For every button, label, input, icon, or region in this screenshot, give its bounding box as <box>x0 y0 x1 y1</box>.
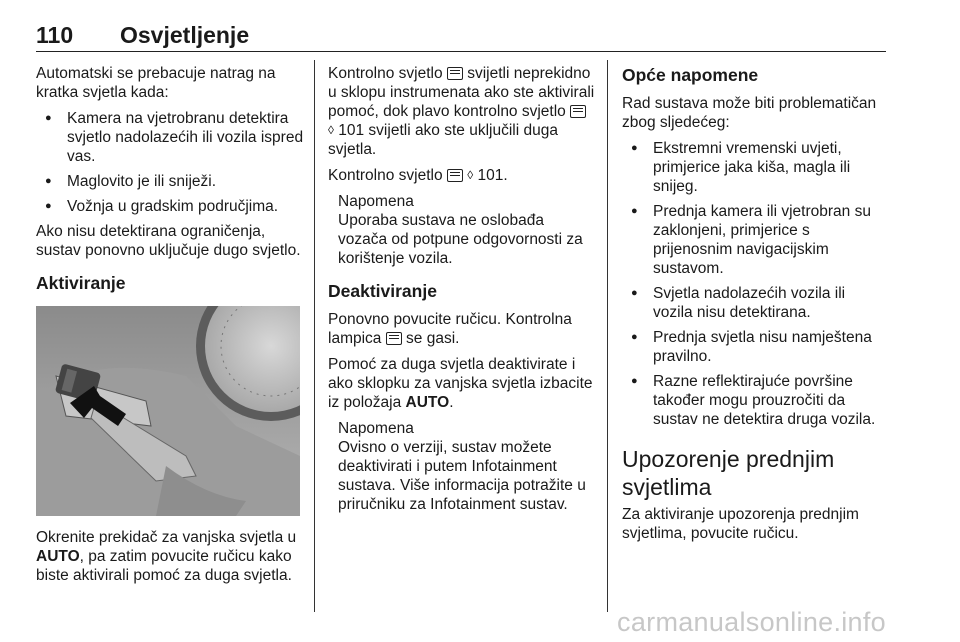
paragraph: Pomoć za duga svjetla deaktivirate i ako sklopku za vanjska svjetla izbacite iz položaja AUTO. <box>328 356 593 411</box>
column-middle <box>328 64 596 522</box>
column-divider <box>314 60 315 612</box>
page-ref[interactable]: 101 <box>338 122 365 139</box>
column-left <box>36 64 304 592</box>
note-text: Ovisno o verziji, sustav možete deaktivirati i putem Infotainment sustava. Više informacija potražite u priručniku za Infotainment sustav. <box>338 439 586 513</box>
heading-general-notes: Opće napomene <box>622 65 759 85</box>
column-right <box>622 64 888 550</box>
paragraph: Kontrolno svjetlo svijetli neprekidno u sklopu instrumenata ako ste aktivirali pomoć, dok plavo kontrolno svjetlo ◊ 101 svijetli ako ste uključili duga svjetla. <box>328 65 595 158</box>
paragraph: Za aktiviranje upozorenja prednjim svjetlima, povucite ručicu. <box>622 506 859 542</box>
note-text: Uporaba sustava ne oslobađa vozača od potpune odgovornosti za korištenje vozila. <box>338 212 583 267</box>
paragraph: Kontrolno svjetlo ◊ 101. <box>328 167 508 184</box>
list-item: ● Prednja svjetla nisu namještena pravilno. <box>622 328 888 366</box>
bullet-list <box>36 109 304 216</box>
watermark: carmanualsonline.info <box>617 607 886 637</box>
intro-text: Automatski se prebacuje natrag na kratka svjetla kada: <box>36 65 276 101</box>
list-item: ● Ekstremni vremenski uvjeti, primjerice jaka kiša, magla ili snijeg. <box>622 139 888 196</box>
ref-arrow-icon: ◊ <box>328 123 334 137</box>
paragraph: Ponovno povucite ručicu. Kontrolna lampica se gasi. <box>328 311 572 347</box>
note <box>328 192 596 268</box>
auto-label: AUTO <box>36 548 80 565</box>
paragraph: Ako nisu detektirana ograničenja, sustav ponovno uključuje dugo svjetlo. <box>36 223 301 259</box>
list-item: ● Razne reflektirajuće površine također mogu prouzročiti da sustav ne detektira druga vozila. <box>622 372 888 429</box>
page-header <box>36 22 886 52</box>
heading-headlight-flash: Upozorenje prednjim svjetlima <box>622 446 835 500</box>
ref-arrow-icon: ◊ <box>467 168 474 182</box>
note <box>328 419 596 514</box>
bullet-list <box>622 139 888 429</box>
note-title: Napomena <box>338 420 414 437</box>
note-title: Napomena <box>338 193 414 210</box>
light-switch-illustration <box>36 306 300 516</box>
list-item: ● Prednja kamera ili vjetrobran su zaklonjeni, primjerice s prijenosnim navigacijskim sustavom. <box>622 202 888 278</box>
intro-text: Rad sustava može biti problematičan zbog sljedećeg: <box>622 95 877 131</box>
high-beam-assist-icon <box>447 169 463 182</box>
page-number: 110 <box>36 22 74 48</box>
list-item: ● Vožnja u gradskim područjima. <box>36 197 304 216</box>
chapter-title: Osvjetljenje <box>120 22 250 48</box>
heading-deactivation: Deaktiviranje <box>328 281 437 301</box>
list-item: ● Svjetla nadolazećih vozila ili vozila nisu detektirana. <box>622 284 888 322</box>
figure-caption: Okrenite prekidač za vanjska svjetla u AUTO, pa zatim povucite ručicu kako biste aktivirali pomoć za duga svjetla. <box>36 529 297 584</box>
page-ref[interactable]: 101. <box>477 167 508 184</box>
high-beam-icon <box>570 105 586 118</box>
column-divider <box>607 60 608 612</box>
heading-activation: Aktiviranje <box>36 273 126 293</box>
high-beam-assist-icon <box>386 332 402 345</box>
auto-label: AUTO <box>405 394 450 411</box>
high-beam-assist-icon <box>447 67 463 80</box>
list-item: ● Kamera na vjetrobranu detektira svjetlo nadolazećih ili vozila ispred vas. <box>36 109 304 166</box>
list-item: ● Maglovito je ili sniježi. <box>36 172 304 191</box>
